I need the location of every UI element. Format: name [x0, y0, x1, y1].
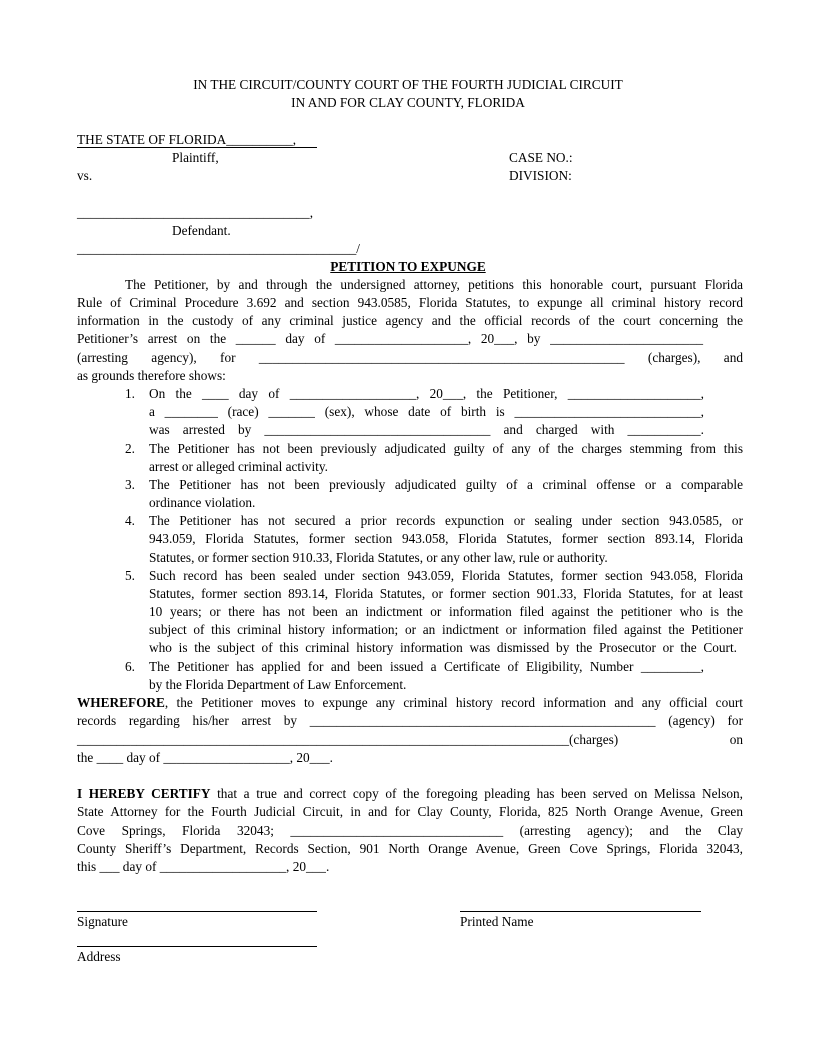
- item-5-line-1: Such record has been sealed under section 943.059, Florida Statutes, former section 943.058, Florida: [149, 568, 743, 583]
- item-5-line-4: subject of this criminal history information; or an indictment or information filed against the Petitioner: [149, 622, 743, 637]
- state-underline: [77, 147, 317, 148]
- item-number: 6.: [125, 659, 135, 674]
- item-number: 2.: [125, 441, 135, 456]
- wherefore-lead: WHEREFORE: [77, 695, 165, 710]
- item-1-line-1: On the ____ day of ___________________, 20___, the Petitioner, ____________________,: [149, 386, 704, 401]
- court-header-line1: IN THE CIRCUIT/COUNTY COURT OF THE FOURTH JUDICIAL CIRCUIT: [193, 77, 623, 92]
- item-2-line-1: The Petitioner has not been previously adjudicated guilty of any of the charges stemming from this: [149, 441, 743, 456]
- plaintiff-label: Plaintiff,: [172, 150, 219, 165]
- state-blank: __________,: [226, 132, 297, 147]
- intro-line-2: Rule of Criminal Procedure 3.692 and section 943.0585, Florida Statutes, to expunge all criminal history record: [77, 295, 743, 310]
- intro-line-3: information in the custody of any criminal justice agency and the official records of the court concerning the: [77, 313, 743, 328]
- item-1-line-3: was arrested by __________________________________ and charged with ___________.: [149, 422, 704, 437]
- case-no-label: CASE NO.:: [509, 150, 573, 165]
- item-4-line-3: Statutes, or former section 910.33, Florida Statutes, or any other law, rule or authority.: [149, 550, 608, 565]
- intro-line-1: The Petitioner, by and through the undersigned attorney, petitions this honorable court, pursuant Florida: [125, 277, 743, 292]
- item-4-line-1: The Petitioner has not secured a prior records expunction or sealing under section 943.0585, or: [149, 513, 743, 528]
- division-label: DIVISION:: [509, 168, 572, 183]
- certify-line-4: County Sheriff’s Department, Records Section, 901 North Orange Avenue, Green Cove Springs, Florida 32043,: [77, 841, 743, 856]
- item-2-line-2: arrest or alleged criminal activity.: [149, 459, 328, 474]
- certify-lead: I HEREBY CERTIFY: [77, 786, 211, 801]
- item-number: 5.: [125, 568, 135, 583]
- item-6-line-1: The Petitioner has applied for and been issued a Certificate of Eligibility, Number _________,: [149, 659, 704, 674]
- state-name: THE STATE OF FLORIDA: [77, 132, 227, 147]
- item-number: 3.: [125, 477, 135, 492]
- item-number: 1.: [125, 386, 135, 401]
- printed-name-label: Printed Name: [460, 914, 534, 929]
- wherefore-text: , the Petitioner moves to expunge any criminal history record information and any official court: [164, 695, 743, 710]
- intro-line-6: as grounds therefore shows:: [77, 368, 226, 383]
- item-4-line-2: 943.059, Florida Statutes, former section 943.058, Florida Statutes, former section 893.14, Florida: [149, 531, 743, 546]
- certify-line-5: this ___ day of ___________________, 20___.: [77, 859, 330, 874]
- address-label: Address: [77, 949, 121, 964]
- signature-line: [77, 911, 317, 912]
- certify-line-1: [77, 785, 743, 803]
- certify-text: that a true and correct copy of the foregoing pleading has been served on Melissa Nelson,: [210, 786, 744, 801]
- address-line: [77, 946, 317, 947]
- wherefore-line-4: the ____ day of ___________________, 20___.: [77, 750, 333, 765]
- signature-label: Signature: [77, 914, 128, 929]
- intro-line-5: (arresting agency), for _______________________________________________________ (charges), and: [77, 350, 743, 365]
- wherefore-line-1: [77, 694, 743, 712]
- vs-label: vs.: [77, 168, 93, 183]
- item-1-line-2: a ________ (race) _______ (sex), whose date of birth is ____________________________,: [149, 404, 704, 419]
- intro-line-4: Petitioner’s arrest on the ______ day of ____________________, 20___, by _______________________: [77, 331, 703, 346]
- item-5-line-3: 10 years; or there has not been an indictment or information filed against the petitioner who is the: [149, 604, 743, 619]
- item-3-line-2: ordinance violation.: [149, 495, 256, 510]
- wherefore-line-3: __________________________________________________________________________(charges) on: [77, 732, 743, 747]
- wherefore-line-2: records regarding his/her arrest by ____________________________________________________ (agency) for: [77, 713, 743, 728]
- defendant-name-blank: ___________________________________,: [77, 205, 314, 220]
- item-3-line-1: The Petitioner has not been previously adjudicated guilty of a criminal offense or a comparable: [149, 477, 743, 492]
- caption-closing-line: __________________________________________/: [77, 241, 360, 256]
- document-title: PETITION TO EXPUNGE: [330, 259, 486, 274]
- item-6-line-2: by the Florida Department of Law Enforcement.: [149, 677, 407, 692]
- item-number: 4.: [125, 513, 135, 528]
- defendant-label: Defendant.: [172, 223, 231, 238]
- certify-line-3: Cove Springs, Florida 32043; ________________________________ (arresting agency); and the Clay: [77, 823, 743, 838]
- printed-name-line: [460, 911, 701, 912]
- item-5-line-5: who is the subject of this criminal history information was dismissed by the Prosecutor or the Court.: [149, 640, 737, 655]
- court-header-line2: IN AND FOR CLAY COUNTY, FLORIDA: [291, 95, 525, 110]
- item-5-line-2: Statutes, former section 893.14, Florida Statutes, or former section 901.33, Florida Statutes, for at least: [149, 586, 743, 601]
- certify-line-2: State Attorney for the Fourth Judicial Circuit, in and for Clay County, Florida, 825 North Orange Avenue, Green: [77, 804, 743, 819]
